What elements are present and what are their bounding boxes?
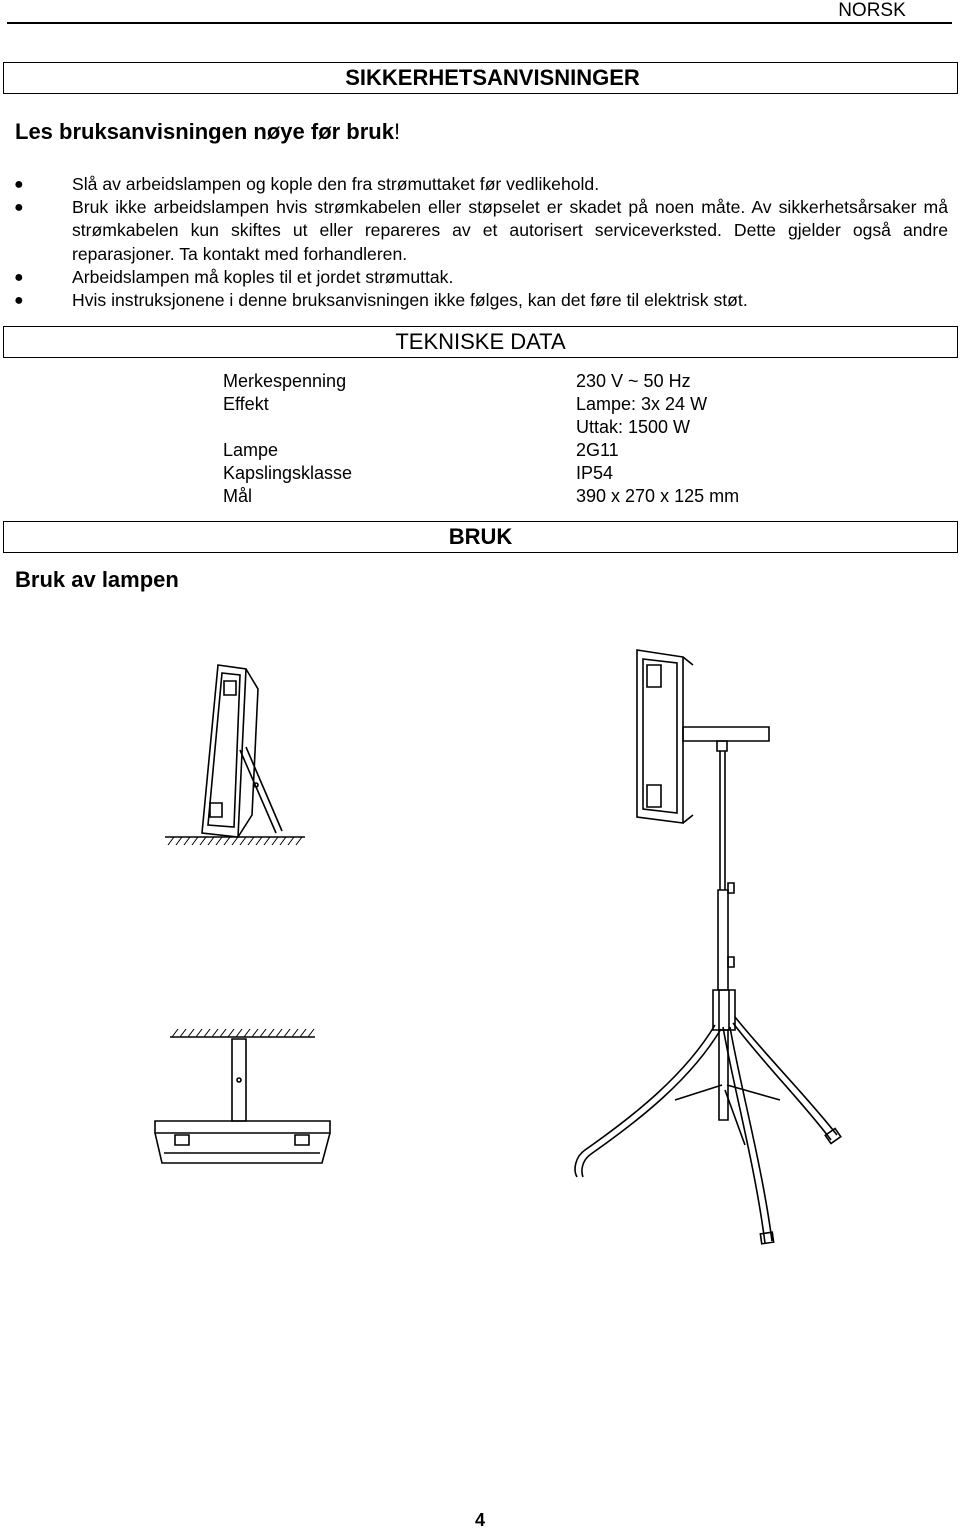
lamp-tripod-icon [565, 645, 850, 1250]
spec-value: 390 x 270 x 125 mm [576, 486, 740, 506]
spec-label: Kapslingsklasse [223, 463, 353, 483]
spec-label: Lampe [223, 440, 279, 460]
safety-heading-box [3, 62, 958, 94]
bullet-icon: ● [14, 292, 24, 310]
safety-item-text: Hvis instruksjonene i denne bruksanvisningen ikke følges, kan det føre til elektrisk støt. [72, 290, 748, 311]
safety-lead-mark: ! [393, 119, 401, 144]
usage-heading: BRUK [448, 524, 513, 549]
lamp-hanging-icon [150, 1025, 335, 1170]
usage-heading-box [3, 521, 958, 553]
bullet-icon: ● [14, 176, 24, 193]
safety-item-text: Arbeidslampen må koples til et jordet strømuttak. [72, 266, 454, 287]
spec-value: 2G11 [576, 440, 619, 460]
bullet-icon: ● [14, 268, 24, 286]
safety-item-text: Bruk ikke arbeidslampen hvis strømkabelen eller støpselet er skadet på noen måte. Av sikkerhetsårsaker må strømkabelen kun skiftes ut eller repareres av et autorisert serviceverksted. Dette gjelder også andre reparasjoner. Ta kontakt med forhandleren. [72, 197, 948, 264]
safety-heading: SIKKERHETSANVISNINGER [345, 65, 640, 90]
spec-label: Merkespenning [223, 371, 347, 391]
spec-label [223, 416, 352, 439]
technical-heading-box [3, 326, 958, 358]
spec-label: Mål [223, 486, 253, 506]
safety-item [0, 266, 960, 289]
safety-lead-text: Les bruksanvisningen nøye før bruk [15, 119, 394, 144]
spec-value: Uttak: 1500 W [576, 417, 691, 437]
safety-item-text: Slå av arbeidslampen og kople den fra strømuttaket før vedlikehold. [72, 174, 600, 194]
bullet-icon: ● [14, 199, 24, 217]
lamp-standing-icon [160, 655, 310, 855]
spec-value: 230 V ~ 50 Hz [576, 371, 691, 391]
spec-value: IP54 [576, 463, 614, 483]
safety-item [0, 289, 960, 312]
header-divider [7, 22, 952, 24]
spec-label: Effekt [223, 394, 269, 414]
spec-value: Lampe: 3x 24 W [576, 394, 708, 414]
safety-item [0, 173, 960, 196]
safety-lead [15, 118, 400, 146]
language-label: NORSK [838, 0, 906, 21]
safety-item [0, 196, 960, 266]
spec-labels [223, 370, 352, 508]
technical-heading: TEKNISKE DATA [395, 329, 566, 354]
safety-list [0, 173, 960, 312]
usage-subheading: Bruk av lampen [15, 567, 179, 592]
spec-values [576, 370, 739, 508]
page-number: 4 [474, 1510, 485, 1530]
